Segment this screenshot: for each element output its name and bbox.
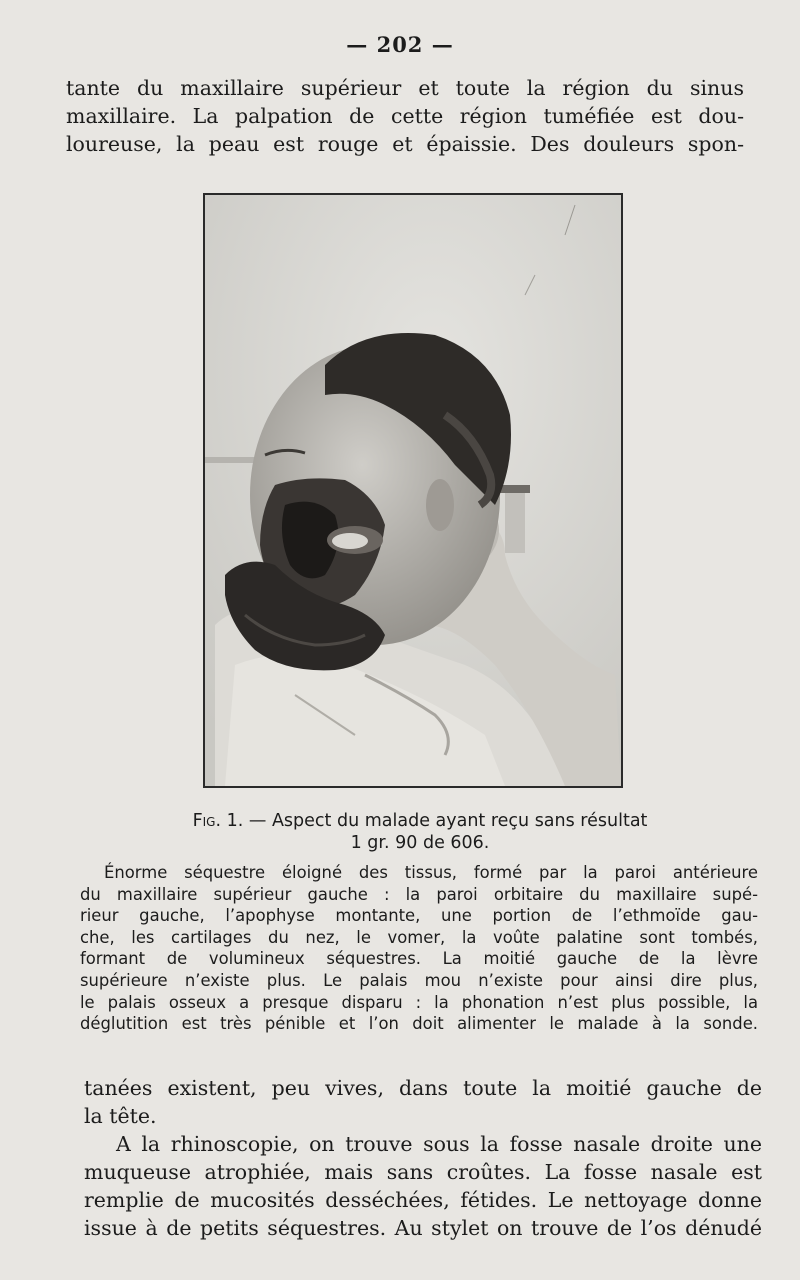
description-line: du maxillaire supérieur gauche : la paroi orbitaire du maxillaire supé- bbox=[80, 884, 758, 904]
photo-illustration bbox=[205, 195, 621, 786]
text-line: remplie de mucosités desséchées, fétides. Le nettoyage donne bbox=[84, 1188, 762, 1212]
description-line: rieur gauche, l’apophyse montante, une portion de l’ethmoïde gau- bbox=[80, 906, 758, 926]
caption-line: — Aspect du malade ayant reçu sans résultat bbox=[248, 811, 648, 831]
page-number: — 202 — bbox=[346, 32, 454, 57]
text-line: loureuse, la peau est rouge et épaissie. Des douleurs spon- bbox=[66, 132, 744, 156]
text-line: la tête. bbox=[84, 1104, 157, 1128]
caption-line: 1 gr. 90 de 606. bbox=[350, 833, 490, 853]
description-line: Énorme séquestre éloigné des tissus, formé par la paroi antérieure bbox=[104, 863, 758, 882]
figure-label: Fig. 1. bbox=[192, 811, 244, 831]
text-line: A la rhinoscopie, on trouve sous la fosse nasale droite une bbox=[116, 1132, 762, 1156]
figure-description bbox=[80, 862, 758, 1035]
text-line: tanées existent, peu vives, dans toute la moitié gauche de bbox=[84, 1076, 762, 1100]
bottom-paragraph bbox=[84, 1074, 762, 1242]
top-paragraph bbox=[66, 74, 744, 158]
patient-photograph bbox=[203, 193, 623, 788]
text-line: issue à de petits séquestres. Au stylet on trouve de l’os dénudé bbox=[84, 1216, 762, 1240]
description-line: le palais osseux a presque disparu : la phonation n’est plus possible, la bbox=[80, 992, 758, 1012]
description-line: déglutition est très pénible et l’on doit alimenter le malade à la sonde. bbox=[80, 1014, 758, 1034]
description-line: formant de volumineux séquestres. La moitié gauche de la lèvre bbox=[80, 949, 758, 969]
text-line: muqueuse atrophiée, mais sans croûtes. La fosse nasale est bbox=[84, 1160, 762, 1184]
text-line: maxillaire. La palpation de cette région tuméfiée est dou- bbox=[66, 104, 744, 128]
text-line: tante du maxillaire supérieur et toute la région du sinus bbox=[66, 76, 744, 100]
figure-caption bbox=[80, 810, 760, 854]
description-line: che, les cartilages du nez, le vomer, la voûte palatine sont tombés, bbox=[80, 927, 758, 947]
description-line: supérieure n’existe plus. Le palais mou n’existe pour ainsi dire plus, bbox=[80, 970, 758, 990]
